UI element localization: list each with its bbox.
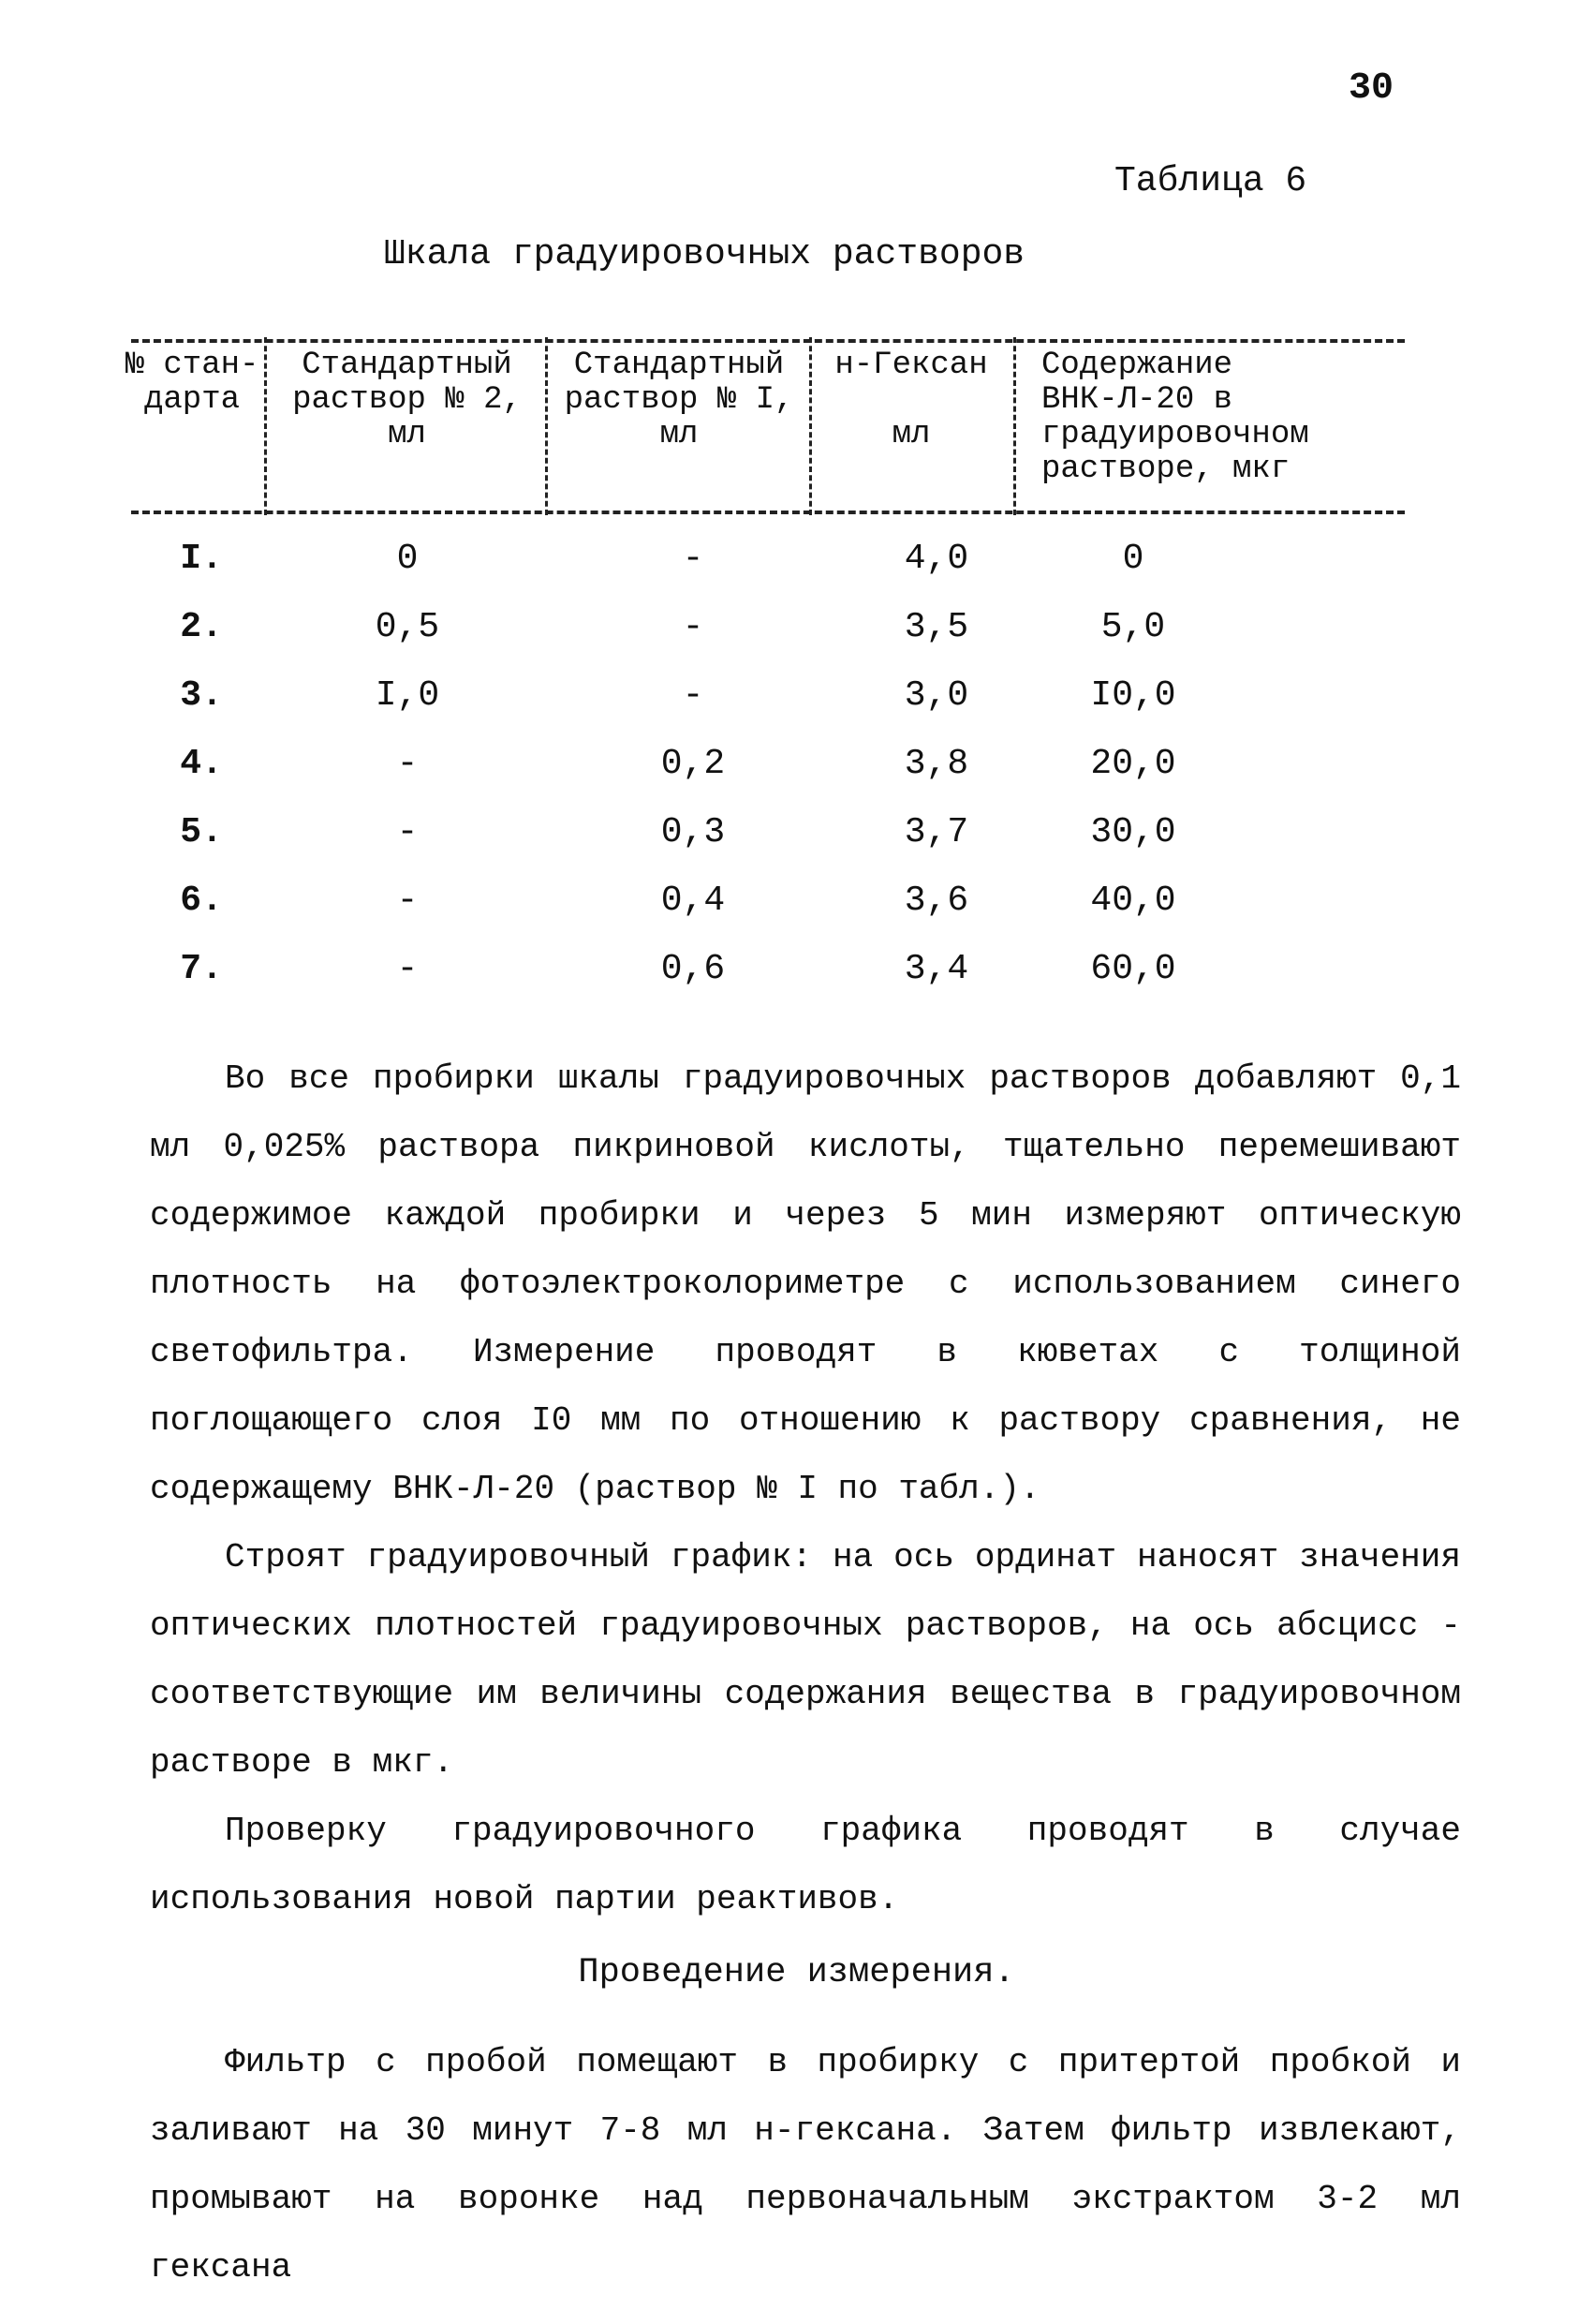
table-title: Шкала градуировочных растворов: [384, 234, 1025, 274]
column-separator: [545, 337, 548, 515]
header-content: Содержание ВНК-Л-20 в градуировочном растворе, мкг: [1041, 348, 1309, 487]
table-cell: -: [396, 881, 419, 921]
column-separator: [1013, 337, 1016, 515]
table-cell: 3,5: [904, 607, 969, 647]
table-cell: 60,0: [1090, 949, 1176, 989]
table-top-rule: [131, 339, 1405, 343]
table-cell: 5,0: [1100, 607, 1166, 647]
table-cell: 0,4: [660, 881, 726, 921]
body-text: [150, 1044, 1461, 1933]
column-separator: [264, 337, 267, 515]
header-standard-number: № стан- дарта: [125, 348, 259, 418]
table-cell: 3,8: [904, 744, 969, 784]
paragraph: Во все пробирки шкалы градуировочных растворов добавляют 0,1 мл 0,025% раствора пикриновой кислоты, тщательно перемешивают содержимое каждой пробирки и через 5 мин измеряют оптическую плотность на фотоэлектроколориметре с использованием синего светофильтра. Измерение проводят в кюветах с толщиной поглощающего слоя I0 мм по отношению к раствору сравнения, не содержащему ВНК-Л-20 (раствор № I по табл.).: [150, 1059, 1461, 1508]
column-separator: [809, 337, 812, 515]
table-cell: -: [396, 812, 419, 852]
body-text-2: [150, 2028, 1461, 2302]
table-cell: 4,0: [904, 539, 969, 579]
paragraph: Строят градуировочный график: на ось ординат наносят значения оптических плотностей градуировочных растворов, на ось абсцисс - соответствующие им величины содержания вещества в градуировочном растворе в мкг.: [150, 1538, 1461, 1782]
table-cell: 30,0: [1090, 812, 1176, 852]
table-cell: 20,0: [1090, 744, 1176, 784]
table-cell: -: [682, 675, 704, 716]
table-cell: -: [682, 607, 704, 647]
table-cell: I0,0: [1090, 675, 1176, 716]
table-label: Таблица 6: [1114, 161, 1307, 201]
table-header-rule: [131, 511, 1405, 514]
paragraph: Проверку градуировочного графика проводят в случае использования новой партии реактивов.: [150, 1812, 1461, 1918]
table-cell: 0,5: [375, 607, 440, 647]
page-number: 30: [1349, 67, 1394, 110]
table-cell: 0,6: [660, 949, 726, 989]
table-cell: 0,3: [660, 812, 726, 852]
table-cell: 3,4: [904, 949, 969, 989]
table-cell: -: [396, 744, 419, 784]
header-standard-solution-2: Стандартный раствор № 2, мл: [292, 348, 522, 452]
row-number: 7.: [180, 949, 223, 989]
row-number: 3.: [180, 675, 223, 716]
table-cell: I,0: [375, 675, 440, 716]
header-hexane: н-Гексан мл: [834, 348, 988, 452]
header-standard-solution-1: Стандартный раствор № I, мл: [564, 348, 794, 452]
table-cell: 3,6: [904, 881, 969, 921]
row-number: 4.: [180, 744, 223, 784]
row-number: 5.: [180, 812, 223, 852]
table-cell: 3,7: [904, 812, 969, 852]
table-cell: 0,2: [660, 744, 726, 784]
table-cell: 40,0: [1090, 881, 1176, 921]
row-number: I.: [180, 539, 223, 579]
table-cell: -: [396, 949, 419, 989]
row-number: 2.: [180, 607, 223, 647]
paragraph: Фильтр с пробой помещают в пробирку с притертой пробкой и заливают на 30 минут 7-8 мл н-гексана. Затем фильтр извлекают, промывают на воронке над первоначальным экстрактом 3-2 мл гексана: [150, 2043, 1461, 2287]
row-number: 6.: [180, 881, 223, 921]
table-cell: 3,0: [904, 675, 969, 716]
section-heading: Проведение измерения.: [578, 1953, 1015, 1992]
table-cell: 0: [1122, 539, 1144, 579]
table-cell: 0: [396, 539, 419, 579]
table-cell: -: [682, 539, 704, 579]
